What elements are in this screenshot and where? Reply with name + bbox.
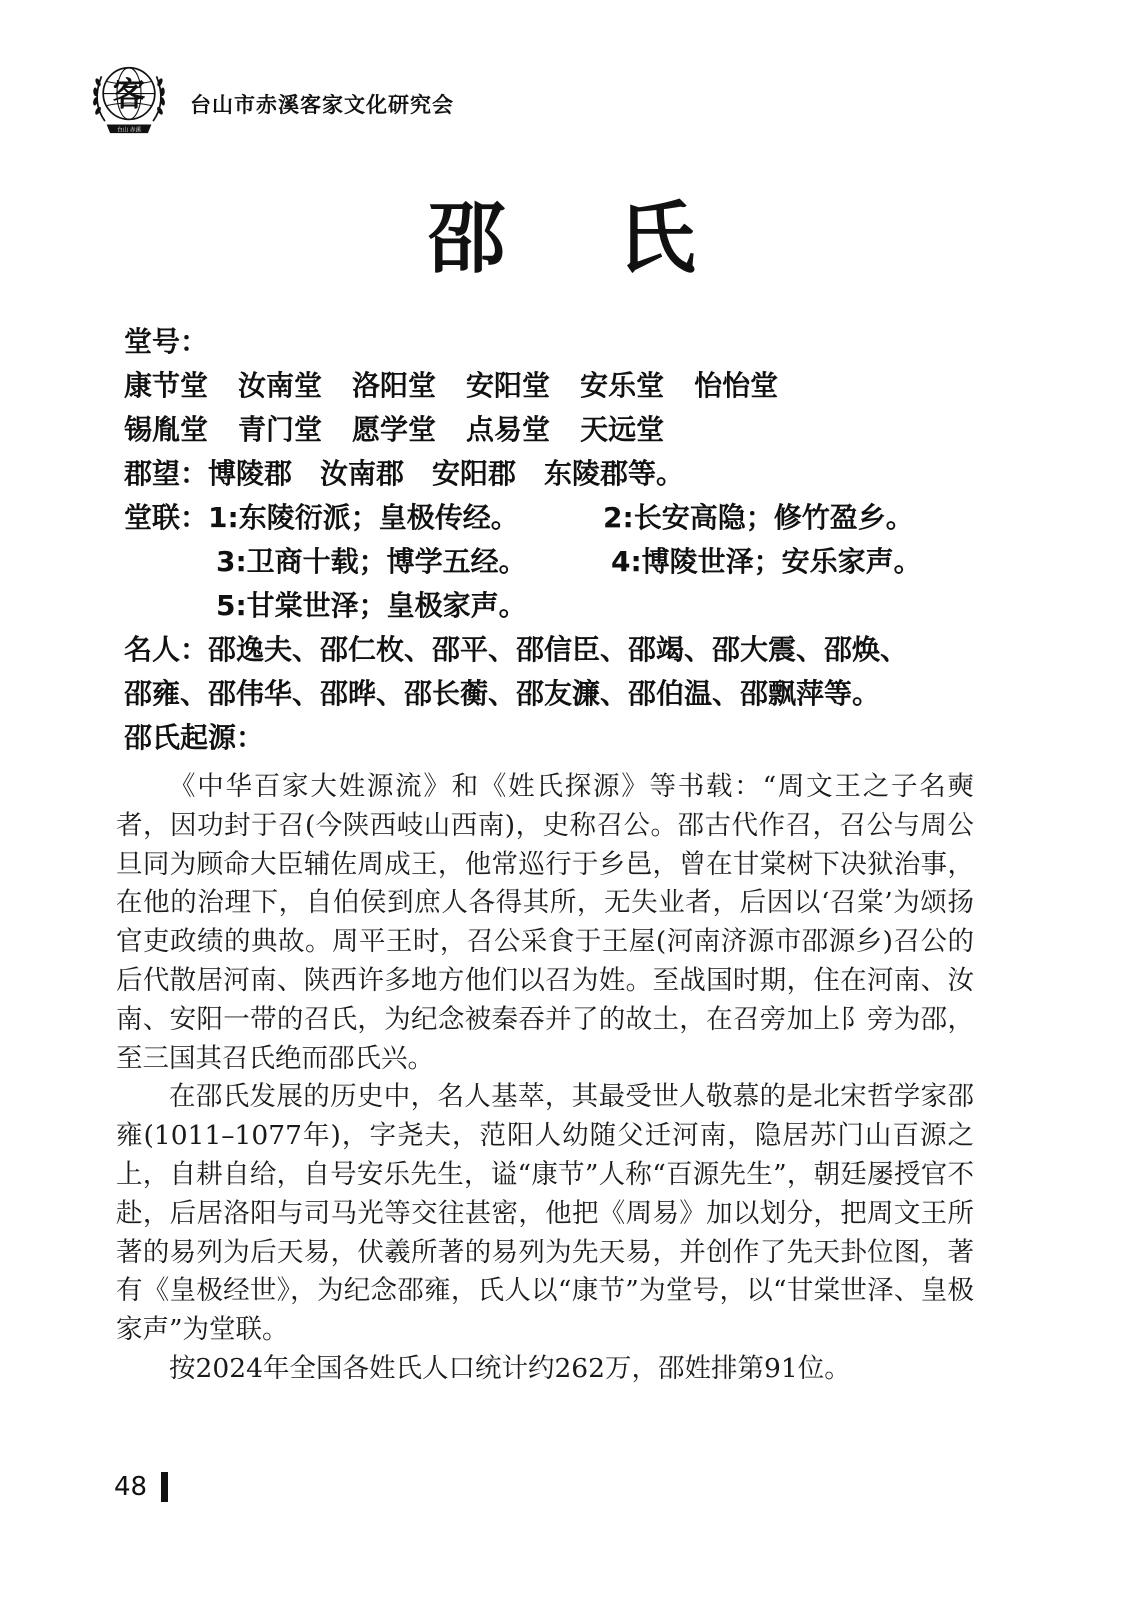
page-title [0, 176, 1125, 288]
logo-ribbon-text: 台山 赤溪 [116, 127, 142, 134]
page-number-bar [161, 1472, 168, 1502]
hall-names-row-1 [124, 364, 1004, 408]
couplet-item: 3:卫商十载；博学五经。 [216, 545, 527, 578]
page-header [86, 52, 454, 142]
hall-name: 点易堂 [466, 413, 551, 446]
couplet-item: 1:东陵衍派；皇极传经。 [208, 501, 519, 534]
hall-name: 汝南堂 [238, 369, 323, 402]
famous-list-2: 邵雍、邵伟华、邵晔、邵长蘅、邵友濂、邵伯温、邵飘萍等。 [124, 677, 881, 710]
origin-body [116, 768, 974, 1389]
paragraph: 在邵氏发展的历史中，名人基萃，其最受世人敬慕的是北宋哲学家邵雍(1011–1077年)，字尧夫，范阳人幼随父迁河南，隐居苏门山百源之上，自耕自给，自号安乐先生，谥“康节”人称“百源先生”，朝廷屡授官不赴，后居洛阳与司马光等交往甚密，他把《周易》加以划分，把周文王所著的易列为后天易，伏羲所著的易列为先天易，并创作了先天卦位图，著有《皇极经世》，为纪念邵雍，氏人以“康节”为堂号，以“甘棠世泽、皇极家声”为堂联。 [116, 1081, 974, 1346]
famous-list-1: 邵逸夫、邵仁枚、邵平、邵信臣、邵竭、邵大震、邵焕、 [208, 633, 909, 666]
hall-name: 怡怡堂 [694, 369, 779, 402]
couplet-item: 4:博陵世泽；安乐家声。 [611, 545, 922, 578]
title-char-2: 氏 [617, 193, 698, 284]
couplets-label: 堂联： [124, 501, 209, 534]
page-number [114, 1472, 168, 1502]
commanderies-label: 郡望： [124, 457, 209, 490]
commanderies-row [124, 452, 1004, 496]
couplets-row-2 [124, 540, 1004, 584]
hall-name: 天远堂 [580, 413, 665, 446]
couplets-row-3 [124, 584, 1004, 628]
organization-name: 台山市赤溪客家文化研究会 [190, 92, 454, 117]
couplets-row-1 [124, 496, 1004, 540]
commanderies-text: 博陵郡 汝南郡 安阳郡 东陵郡等。 [208, 457, 685, 490]
origin-heading: 邵氏起源： [124, 721, 265, 754]
page-number-text: 48 [114, 1472, 148, 1502]
hall-name: 安乐堂 [580, 369, 665, 402]
logo-character: 客 [112, 74, 146, 114]
surname-info [124, 320, 1004, 760]
famous-row-2 [124, 672, 1004, 716]
famous-row-1 [124, 628, 1004, 672]
title-char-1: 邵 [427, 193, 508, 284]
hall-name: 青门堂 [238, 413, 323, 446]
paragraph: 《中华百家大姓源流》和《姓氏探源》等书载：“周文王之子名奭者，因功封于召(今陕西岐山西南)，史称召公。邵古代作召，召公与周公旦同为顾命大臣辅佐周成王，他常巡行于乡邑，曾在甘棠树下决狱治事，在他的治理下，自伯侯到庶人各得其所，无失业者，后因以‘召棠’为颂扬官吏政绩的典故。周平王时，召公采食于王屋(河南济源市邵源乡)召公的后代散居河南、陕西许多地方他们以召为姓。至战国时期，住在河南、汝南、安阳一带的召氏，为纪念被秦吞并了的故土，在召旁加上阝旁为邵，至三国其召氏绝而邵氏兴。 [116, 771, 974, 1074]
paragraph: 按2024年全国各姓氏人口统计约262万，邵姓排第91位。 [169, 1352, 851, 1384]
hall-names-label: 堂号： [124, 325, 209, 358]
couplet-item: 5:甘棠世泽；皇极家声。 [216, 589, 527, 622]
hall-name: 锡胤堂 [124, 413, 209, 446]
hall-name: 康节堂 [124, 369, 209, 402]
hall-names-row-2 [124, 408, 1004, 452]
couplet-item: 2:长安高隐；修竹盈乡。 [603, 501, 914, 534]
association-logo [86, 54, 172, 140]
famous-label: 名人： [124, 633, 209, 666]
hall-name: 愿学堂 [352, 413, 437, 446]
hall-name: 安阳堂 [466, 369, 551, 402]
hall-name: 洛阳堂 [352, 369, 437, 402]
